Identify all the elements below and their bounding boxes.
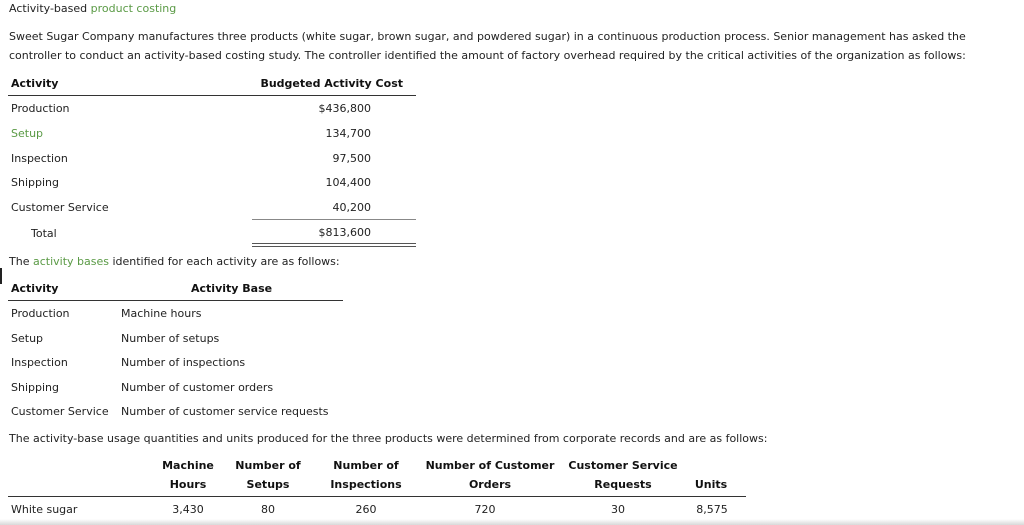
usage-row-white-sugar-setups: 80	[261, 503, 275, 516]
usage-table-header-rule	[8, 496, 746, 497]
bases-intro-prefix: The	[9, 255, 33, 268]
cost-table-header-cost: Budgeted Activity Cost	[260, 77, 403, 90]
cost-total-label: Total	[31, 227, 57, 240]
base-row-setup-activity: Setup	[11, 332, 44, 345]
cost-row-setup-link[interactable]: Setup	[11, 127, 44, 140]
usage-row-white-sugar-units: 8,575	[696, 503, 728, 516]
intro-paragraph: Sweet Sugar Company manufactures three products (white sugar, brown sugar, and powdered sugar) in a continuous production process. Senior management has asked the controller to conduct an activity-based costing study. The controller identified the amount of factory overhead required by the critical activities of the organization as follows:	[9, 30, 966, 62]
usage-row-white-sugar-inspections: 260	[355, 503, 377, 516]
heading-prefix: Activity-based	[9, 2, 91, 15]
cost-row-production-value: $436,800	[318, 102, 371, 115]
product-costing-link[interactable]: product costing	[90, 2, 177, 15]
base-row-inspection-activity: Inspection	[11, 356, 68, 369]
bottom-scroll-shadow	[0, 519, 1024, 525]
cost-row-inspection-label: Inspection	[11, 152, 68, 165]
base-row-setup-base: Number of setups	[121, 332, 220, 345]
usage-header-setups-line2: Setups	[246, 478, 290, 491]
cost-row-setup-value: 134,700	[325, 127, 371, 140]
usage-header-inspections-line1: Number of	[333, 459, 399, 472]
base-row-production-base: Machine hours	[121, 307, 202, 320]
usage-intro: The activity-base usage quantities and units produced for the three products were determined from corporate records and are as follows:	[9, 432, 768, 445]
base-row-customer-service-activity: Customer Service	[11, 405, 109, 418]
usage-row-white-sugar-orders: 720	[474, 503, 496, 516]
cost-subtotal-rule	[252, 219, 416, 220]
text-cursor-bar	[0, 268, 2, 284]
usage-row-white-sugar-machine-hours: 3,430	[172, 503, 204, 516]
cost-total-value: $813,600	[318, 226, 371, 239]
base-row-inspection-base: Number of inspections	[121, 356, 246, 369]
cost-row-inspection-value: 97,500	[332, 152, 371, 165]
cost-row-shipping-value: 104,400	[325, 176, 371, 189]
usage-header-machine-hours-line1: Machine	[162, 459, 214, 472]
usage-header-units-line2: Units	[694, 478, 728, 491]
usage-header-customer-orders-line1: Number of Customer	[425, 459, 555, 472]
usage-row-white-sugar-label: White sugar	[11, 503, 78, 516]
usage-header-customer-orders-line2: Orders	[468, 478, 512, 491]
base-table-header-base: Activity Base	[191, 282, 273, 295]
bases-intro-suffix: identified for each activity are as follows:	[108, 255, 340, 268]
usage-header-setups-line1: Number of	[235, 459, 301, 472]
usage-header-service-requests-line2: Requests	[594, 478, 652, 491]
cost-row-customer-service-label: Customer Service	[11, 201, 109, 214]
cost-row-customer-service-value: 40,200	[332, 201, 371, 214]
base-row-shipping-base: Number of customer orders	[121, 381, 274, 394]
cost-table-header-rule	[8, 95, 416, 96]
cost-row-production-label: Production	[11, 102, 70, 115]
bases-intro	[9, 255, 340, 268]
base-row-shipping-activity: Shipping	[11, 381, 59, 394]
section-heading	[9, 2, 176, 15]
base-table-header-rule	[8, 300, 343, 301]
cost-table-header-activity: Activity	[11, 77, 59, 90]
usage-row-white-sugar-requests: 30	[611, 503, 625, 516]
usage-header-service-requests-line1: Customer Service	[568, 459, 678, 472]
usage-header-inspections-line2: Inspections	[330, 478, 402, 491]
usage-header-machine-hours-line2: Hours	[169, 478, 207, 491]
activity-bases-link[interactable]: activity bases	[32, 255, 109, 268]
base-table-header-activity: Activity	[11, 282, 59, 295]
base-row-customer-service-base: Number of customer service requests	[121, 405, 329, 418]
cost-row-shipping-label: Shipping	[11, 176, 59, 189]
base-row-production-activity: Production	[11, 307, 70, 320]
cost-total-double-rule	[252, 243, 416, 247]
